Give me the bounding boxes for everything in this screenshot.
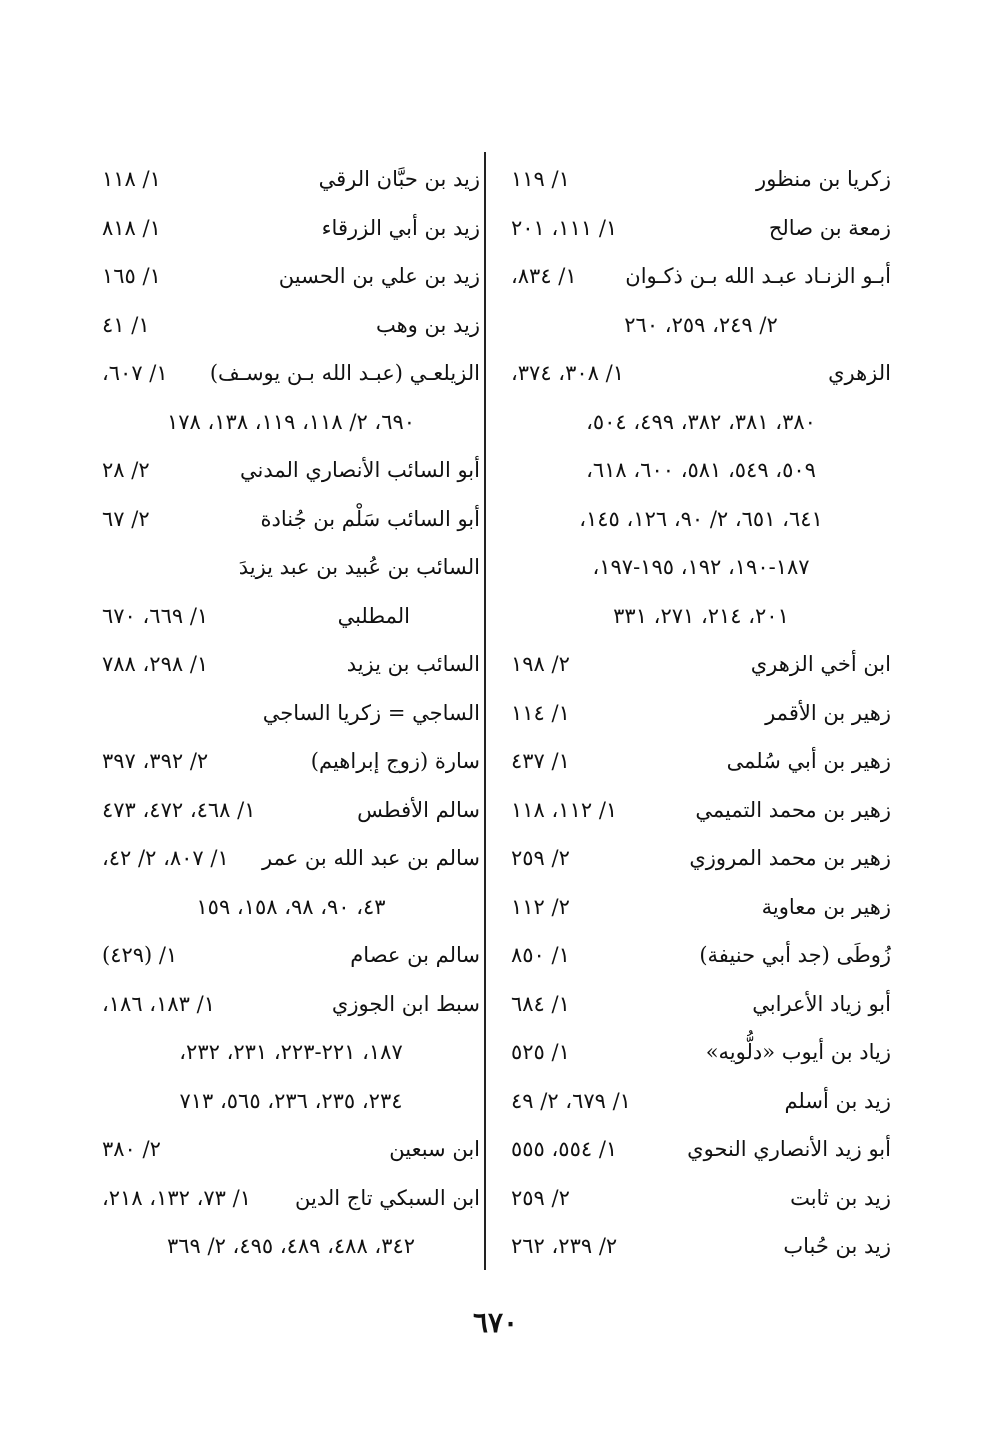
entry-name: أبو السائب سَلْم بن جُنادة [260,506,480,531]
entry-name: ابن سبعين [389,1137,480,1161]
index-entry-continuation [102,1222,480,1271]
entry-refs: ١/ ٣٠٨، ٣٧٤، [511,361,624,385]
entry-refs: ٦٤١، ٦٥١، ٢/ ٩٠، ١٢٦، ١٤٥، [579,506,823,531]
index-entry-continuation [102,883,480,932]
entry-refs: ١/ ٥٢٥ [511,1040,570,1064]
index-entry [102,980,480,1029]
index-entry-continuation [511,446,891,495]
index-entry [511,1028,891,1077]
entry-refs: ٣٤٢، ٤٨٨، ٤٨٩، ٤٩٥، ٢/ ٣٦٩ [166,1234,416,1258]
entry-refs: ١/ ١١٨ [102,167,161,191]
index-entry [102,495,480,544]
index-entry-continuation [511,592,891,641]
entry-refs: ٢/ ١٩٨ [511,652,570,676]
index-entry [511,1077,891,1126]
index-entry [102,349,480,398]
entry-name: السائب بن عُبيد بن عبد يزيدَ [238,555,480,579]
index-entry [102,640,480,689]
index-entry-continuation [511,495,891,544]
index-entry [511,786,891,835]
left-column [102,155,480,1271]
entry-name: الزهري [828,361,891,385]
entry-refs: ١/ ٦٨٤ [511,991,570,1016]
entry-name: سالم بن عبد الله بن عمر [262,846,480,870]
entry-name: زيد بن أبي الزرقاء [321,215,480,240]
right-column [511,155,891,1271]
index-entry [102,543,480,592]
index-entry [102,834,480,883]
entry-refs: ٢٠١، ٢١٤، ٢٧١، ٣٣١ [613,603,789,628]
entry-name: ابن السبكي تاج الدين [295,1185,480,1210]
index-entry-continuation [511,301,891,350]
index-entry [102,592,480,641]
entry-name: أبو السائب الأنصاري المدني [240,458,480,482]
entry-refs: ١/ ١١٤ [511,700,570,725]
index-entry [102,1174,480,1223]
entry-name: زيد بن حُباب [783,1234,891,1258]
index-entry [511,204,891,253]
index-entry-continuation [511,543,891,592]
entry-refs: ١/ ١١٢، ١١٨ [511,797,618,822]
entry-refs: ٦٩٠، ٢/ ١١٨، ١١٩، ١٣٨، ١٧٨ [166,409,416,434]
index-entry-continuation [102,1028,480,1077]
index-entry [102,301,480,350]
entry-name: زهير بن محمد المروزي [689,846,891,870]
entry-refs: ١/ ٦٠٧، [102,361,168,385]
entry-name: ابن أخي الزهري [750,652,891,676]
index-entry [511,834,891,883]
entry-refs: ٢/ ٢٣٩، ٢٦٢ [511,1234,618,1258]
entry-name: زهير بن محمد التميمي [695,797,891,822]
column-divider [484,152,486,1270]
entry-refs: ١/ ٧٣، ١٣٢، ٢١٨، [102,1185,251,1210]
entry-refs: ٢/ ١١٢ [511,894,570,919]
index-entry [511,689,891,738]
entry-name: سبط ابن الجوزي [331,991,480,1016]
index-entry [511,737,891,786]
index-entry [511,252,891,301]
entry-refs: ٤٣، ٩٠، ٩٨، ١٥٨، ١٥٩ [196,894,386,919]
entry-name: أبـو الزنـاد عبـد الله بـن ذكـوان [625,264,891,288]
entry-name: المطلبي [337,603,410,628]
entry-refs: ١/ ٥٥٤، ٥٥٥ [511,1137,618,1161]
entry-name: سالم بن عصام [350,943,480,967]
entry-name: زيد بن أسلم [784,1088,891,1113]
index-entry [511,980,891,1029]
entry-name: زيد بن علي بن الحسين [278,264,480,288]
index-entry [102,252,480,301]
index-entry [511,1125,891,1174]
entry-refs: ١٨٧-١٩٠، ١٩٢، ١٩٥-١٩٧، [592,555,810,579]
entry-refs: ١/ ٤٣٧ [511,749,570,773]
entry-refs: ١/ ٨٣٤، [511,264,577,288]
entry-refs: ١/ ١١٩ [511,167,570,191]
entry-refs: ٢/ ٢٥٩ [511,846,570,870]
entry-refs: ١/ ٦٦٩، ٦٧٠ [102,603,209,628]
entry-refs: ٢٣٤، ٢٣٥، ٢٣٦، ٥٦٥، ٧١٣ [179,1088,403,1113]
entry-refs: ١/ ٢٩٨، ٧٨٨ [102,652,209,676]
index-entry [511,349,891,398]
entry-name: زهير بن معاوية [761,894,891,919]
index-entry [102,931,480,980]
entry-refs: ١/ ١٦٥ [102,264,161,288]
entry-name: زياد بن أيوب «دلُّويه» [705,1040,891,1064]
index-entry [511,640,891,689]
entry-name: أبو زياد الأعرابي [752,991,891,1016]
page-number: ٦٧٠ [472,1306,519,1339]
entry-refs: ١/ ٤٦٨، ٤٧٢، ٤٧٣ [102,797,256,822]
entry-name: زيد بن وهب [375,312,480,337]
entry-refs: ٢/ ٣٨٠ [102,1137,161,1161]
index-entry [511,931,891,980]
index-entry [102,737,480,786]
entry-refs: ١/ ٨٥٠ [511,943,570,967]
index-entry [102,155,480,204]
entry-refs: ٢/ ٣٩٢، ٣٩٧ [102,749,209,773]
entry-refs: ١/ (٤٢٩) [102,943,178,967]
entry-refs: ٢/ ٢٨ [102,458,150,482]
entry-name: الزيلعـي (عبـد الله بـن يوسـف) [209,361,480,385]
entry-name: زُوطَى (جد أبي حنيفة) [699,943,891,967]
index-entry [102,204,480,253]
entry-refs: ٢/ ٢٥٩ [511,1185,570,1210]
entry-refs: ١/ ٦٧٩، ٢/ ٤٩ [511,1088,631,1113]
entry-name: زيد بن ثابت [790,1185,891,1210]
entry-name: سارة (زوج إبراهيم) [310,749,480,773]
index-entry [102,1125,480,1174]
entry-refs: ١/ ١٨٣، ١٨٦، [102,991,215,1016]
entry-refs: ١/ ٤١ [102,312,150,337]
entry-name: زهير بن أبي سُلمى [726,749,891,773]
entry-name: الساجي = زكريا الساجي [262,700,480,725]
entry-refs: ١/ ٨١٨ [102,215,161,240]
index-entry-continuation [102,1077,480,1126]
entry-name: زيد بن حبَّان الرقي [318,167,480,191]
index-entry-continuation [102,398,480,447]
entry-name: زكريا بن منظور [756,167,891,191]
entry-refs: ١/ ٨٠٧، ٢/ ٤٢، [102,846,229,870]
index-entry-continuation [511,398,891,447]
entry-name: سالم الأفطس [357,797,480,822]
index-entry [511,155,891,204]
entry-refs: ١٨٧، ٢٢١-٢٢٣، ٢٣١، ٢٣٢، [179,1040,403,1064]
index-entry [511,1174,891,1223]
entry-refs: ٢/ ٦٧ [102,506,150,531]
index-entry [102,689,480,738]
entry-name: زهير بن الأقمر [765,700,891,725]
entry-name: أبو زيد الأنصاري النحوي [687,1137,891,1161]
index-entry [102,446,480,495]
index-entry [102,786,480,835]
entry-refs: ٣٨٠، ٣٨١، ٣٨٢، ٤٩٩، ٥٠٤، [586,409,816,434]
index-entry [511,1222,891,1271]
entry-name: السائب بن يزيد [346,652,480,676]
entry-refs: ٢/ ٢٤٩، ٢٥٩، ٢٦٠ [624,312,778,337]
index-entry [511,883,891,932]
entry-name: زمعة بن صالح [768,215,891,240]
entry-refs: ٥٠٩، ٥٤٩، ٥٨١، ٦٠٠، ٦١٨، [586,458,816,482]
entry-refs: ١/ ١١١، ٢٠١ [511,215,618,240]
